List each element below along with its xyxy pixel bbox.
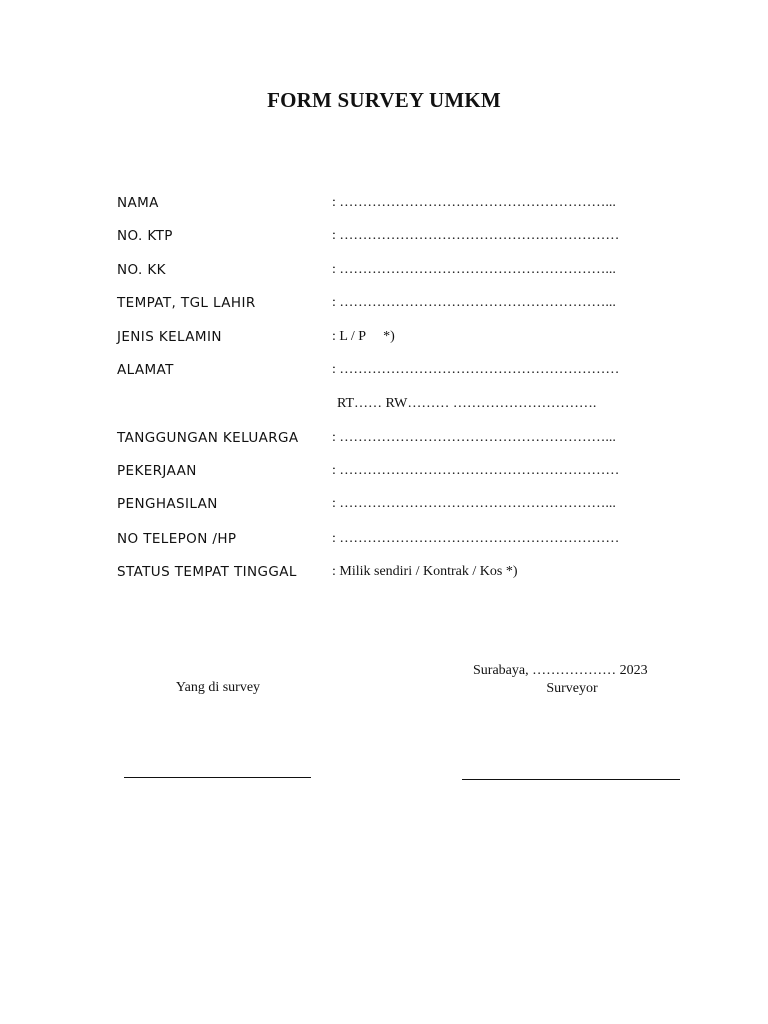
field-value-pekerjaan: : …………………………………………………… [332, 463, 620, 478]
field-value-no-ktp: : …………………………………………………… [332, 228, 620, 243]
field-row-pekerjaan [0, 463, 768, 485]
field-label-pekerjaan: PEKERJAAN [117, 463, 197, 479]
field-row-no-kk [0, 262, 768, 284]
field-row-rt-rw [0, 396, 768, 418]
field-value-nama: : …………………………………………………... [332, 195, 616, 210]
field-value-alamat: : …………………………………………………… [332, 362, 620, 377]
field-label-penghasilan: PENGHASILAN [117, 496, 218, 512]
signature-place-date: Surabaya, ……………… 2023 [473, 663, 648, 678]
signature-label-surveyor: Surveyor [546, 681, 598, 696]
field-value-tanggungan-keluarga: : …………………………………………………... [332, 430, 616, 445]
field-row-no-ktp [0, 228, 768, 250]
field-row-tanggungan-keluarga [0, 430, 768, 452]
field-label-tempat-tgl-lahir: TEMPAT, TGL LAHIR [117, 295, 256, 311]
signature-line-surveyor [462, 779, 680, 780]
field-row-status-tempat-tinggal [0, 564, 768, 586]
field-value-penghasilan: : …………………………………………………... [332, 496, 616, 511]
field-row-penghasilan [0, 496, 768, 518]
field-row-no-telepon [0, 531, 768, 553]
field-label-nama: NAMA [117, 195, 159, 211]
field-value-no-telepon: : …………………………………………………… [332, 531, 620, 546]
field-label-no-kk: NO. KK [117, 262, 166, 278]
field-label-alamat: ALAMAT [117, 362, 174, 378]
signature-label-respondent: Yang di survey [175, 680, 261, 695]
field-label-no-ktp: NO. KTP [117, 228, 173, 244]
form-title: FORM SURVEY UMKM [267, 88, 501, 112]
field-value-rt-rw: RT…… RW……… …………………………. [337, 396, 597, 411]
signature-line-respondent [124, 777, 311, 778]
field-label-jenis-kelamin: JENIS KELAMIN [117, 329, 222, 345]
field-value-no-kk: : …………………………………………………... [332, 262, 616, 277]
field-row-tempat-tgl-lahir [0, 295, 768, 317]
field-row-alamat [0, 362, 768, 384]
field-value-status-tempat-tinggal: : Milik sendiri / Kontrak / Kos *) [332, 564, 518, 579]
field-label-no-telepon: NO TELEPON /HP [117, 531, 237, 547]
field-label-tanggungan-keluarga: TANGGUNGAN KELUARGA [117, 430, 299, 446]
field-label-status-tempat-tinggal: STATUS TEMPAT TINGGAL [117, 564, 297, 580]
field-row-nama [0, 195, 768, 217]
field-value-tempat-tgl-lahir: : …………………………………………………... [332, 295, 616, 310]
field-row-jenis-kelamin [0, 329, 768, 351]
field-value-jenis-kelamin: : L / P *) [332, 329, 395, 344]
